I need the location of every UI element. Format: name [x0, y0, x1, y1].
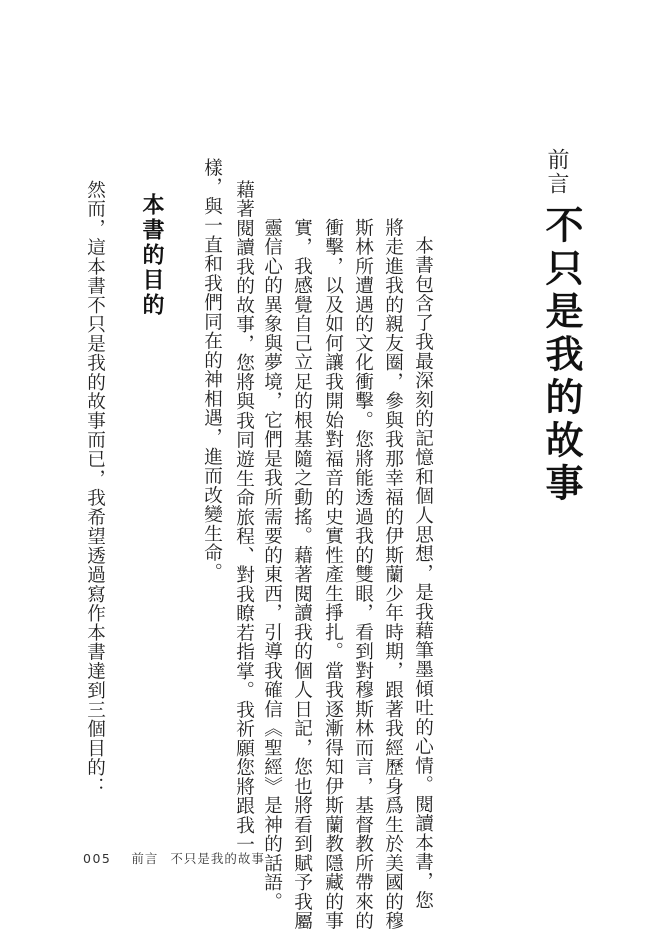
paragraph-line: 本書包含了我最深刻的記憶和個人思想，是我藉筆墨傾吐的心情。閱讀本書，您 [412, 236, 434, 911]
running-head-title: 不只是我的故事 [170, 851, 265, 866]
chapter-kicker: 前言 [544, 148, 569, 196]
running-head-section: 前言 [131, 851, 159, 866]
paragraph-line: 實，我感覺自己立足的根基隨之動搖。藉著閱讀我的個人日記，您也將看到賦予我屬 [291, 218, 313, 931]
paragraph-line: 然而，這本書不只是我的故事而已，我希望透過寫作本書達到三個目的： [84, 180, 106, 797]
paragraph-line: 斯林所遭遇的文化衝擊。您將能透過我的雙眼，看到對穆斯林而言，基督教所帶來的 [352, 218, 374, 931]
paragraph-line: 將走進我的親友圈，參與我那幸福的伊斯蘭少年時期，跟著我經歷身爲生於美國的穆 [382, 218, 404, 931]
section-heading: 本書的目的 [139, 193, 165, 318]
paragraph-line: 樣，與一直和我們同在的神相遇，進而改變生命。 [201, 158, 223, 582]
paragraph-line: 靈信心的異象與夢境，它們是我所需要的東西，引導我確信《聖經》是神的話語。 [261, 218, 283, 912]
chapter-title: 不只是我的故事 [539, 205, 584, 506]
page-number: 005 [83, 851, 112, 866]
paragraph-line: 藉著閱讀我的故事，您將與我同遊生命旅程、對我瞭若指掌。我祈願您將跟我一 [233, 180, 255, 855]
paragraph-line: 衝擊，以及如何讓我開始對福音的史實性產生掙扎。當我逐漸得知伊斯蘭教隱藏的事 [322, 218, 344, 931]
page-footer [83, 849, 265, 867]
